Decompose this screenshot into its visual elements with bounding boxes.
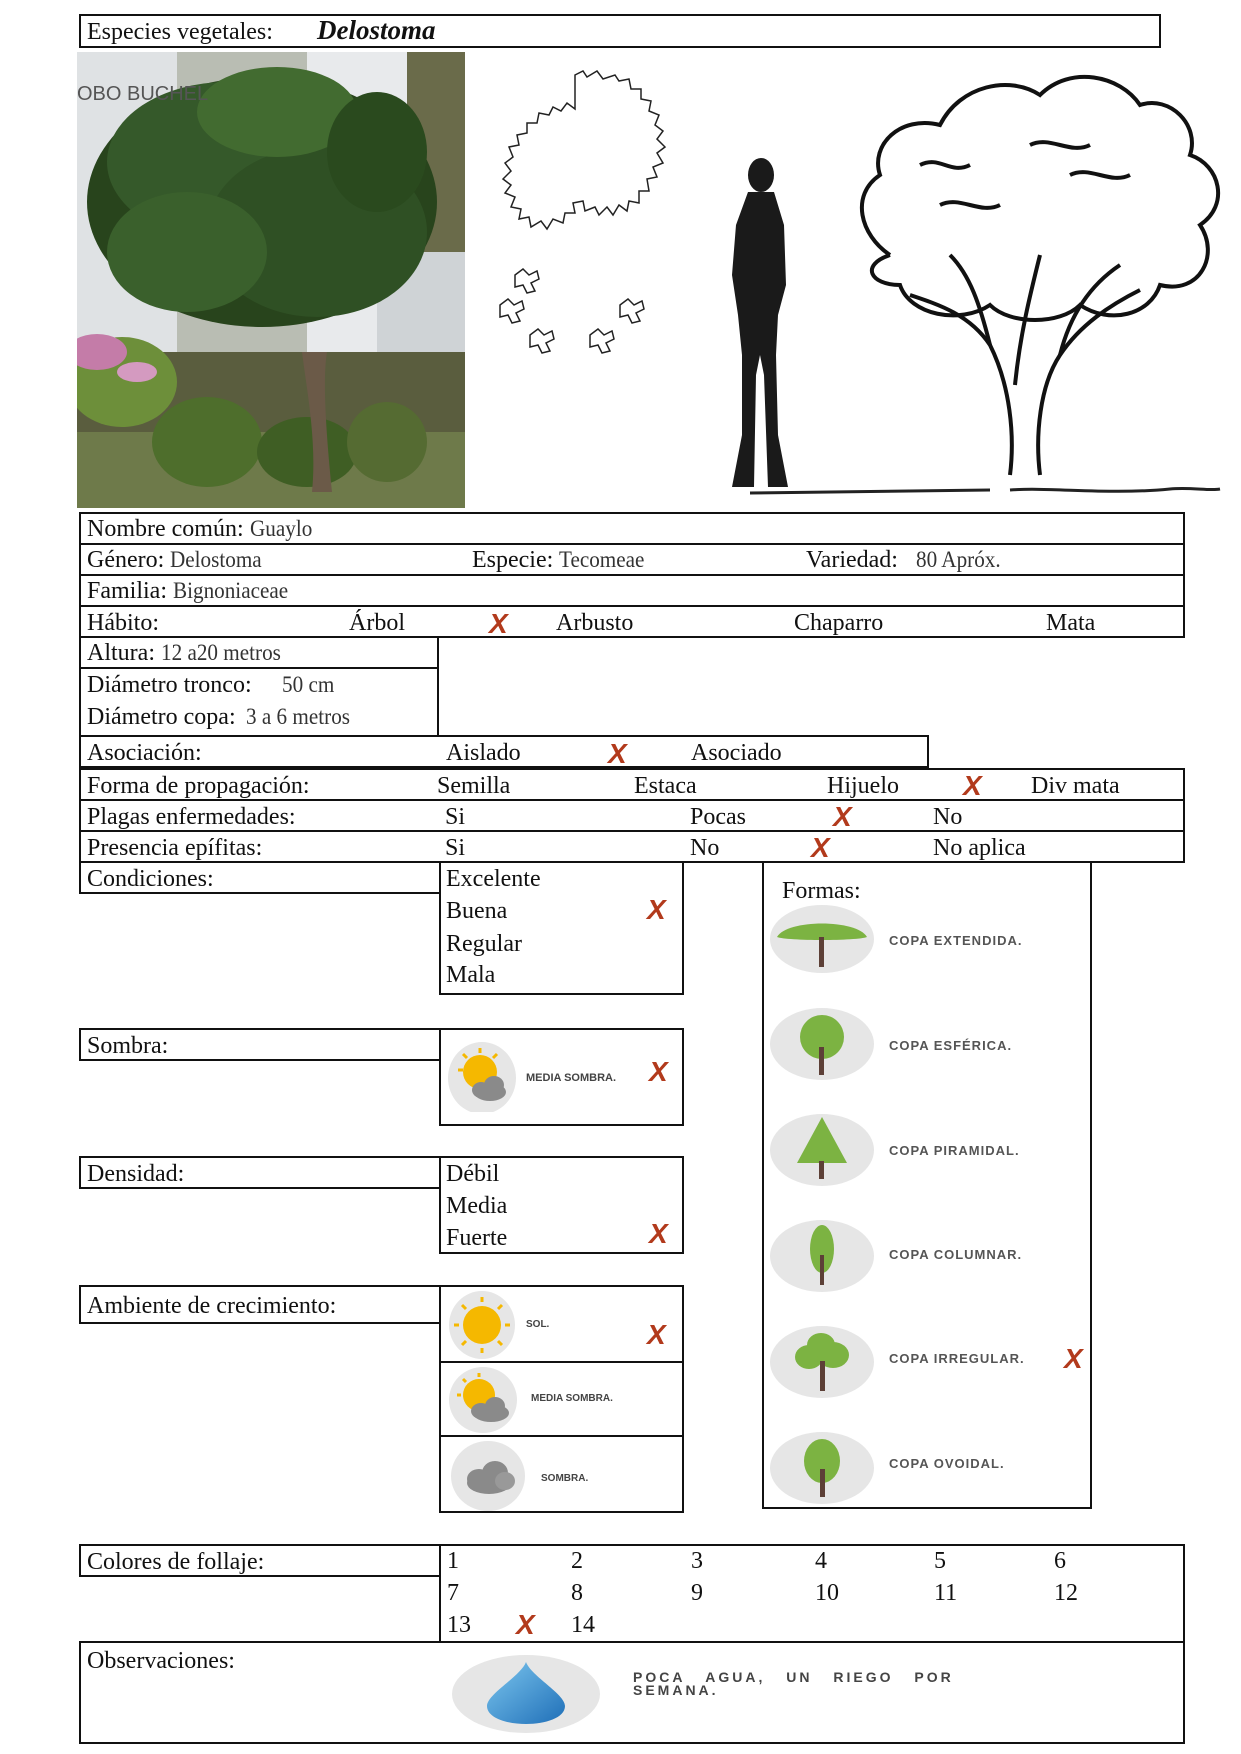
tree-sketch: [862, 77, 1218, 475]
asociacion-mark: X: [608, 738, 627, 769]
color-number[interactable]: 14: [571, 1612, 595, 1638]
diametro-tronco-label: Diámetro tronco:: [87, 672, 252, 698]
propagacion-option-hijuelo: Hijuelo: [827, 773, 899, 799]
genero-value: Delostoma: [170, 547, 262, 572]
row-familia: [79, 574, 1185, 607]
plagas-option-no: No: [933, 804, 963, 830]
human-silhouette: [732, 158, 788, 487]
forma-copa-extendida: COPA EXTENDIDA.: [889, 933, 1023, 948]
ambiente-option-sol: SOL.: [526, 1319, 550, 1330]
tree-elevation-drawing: [470, 55, 1230, 505]
densidad-label: Densidad:: [87, 1161, 185, 1187]
condiciones-option-mala: Mala: [446, 962, 496, 988]
row-plagas: [79, 799, 1185, 832]
propagacion-option-estaca: Estaca: [634, 773, 697, 799]
row-propagacion: [79, 768, 1185, 801]
densidad-mark: X: [649, 1218, 668, 1249]
forma-copa-irregular: COPA IRREGULAR.: [889, 1351, 1025, 1366]
densidad-option-media: Media: [446, 1193, 508, 1219]
epifitas-label: Presencia epífitas:: [87, 835, 263, 861]
familia-label: Familia:: [87, 578, 167, 604]
colores-label: Colores de follaje:: [87, 1549, 265, 1575]
altura-label: Altura:: [87, 640, 155, 666]
row-nombre-comun: [79, 512, 1185, 545]
spherical-crown-icon: [767, 1007, 877, 1081]
sombra-mark: X: [649, 1056, 668, 1087]
forma-copa-ovoidal: COPA OVOIDAL.: [889, 1456, 1005, 1471]
densidad-label-box: [79, 1156, 441, 1189]
familia-value: Bignoniaceae: [173, 578, 289, 603]
diametros-block: [79, 667, 439, 735]
epifitas-mark: X: [811, 832, 830, 863]
sombra-options-box: [439, 1028, 684, 1126]
color-number[interactable]: 13: [447, 1612, 471, 1638]
title-label: Especies vegetales:: [87, 19, 273, 45]
ambiente-mark: X: [647, 1319, 666, 1350]
color-number[interactable]: 10: [815, 1580, 839, 1606]
formas-mark: X: [1064, 1343, 1083, 1374]
row-altura: [79, 636, 439, 669]
condiciones-option-buena: Buena: [446, 898, 508, 924]
densidad-option-fuerte: Fuerte: [446, 1225, 508, 1251]
especie-value: Tecomeae: [559, 547, 645, 572]
condiciones-options-box: [439, 861, 684, 995]
forma-copa-esferica: COPA ESFÉRICA.: [889, 1038, 1013, 1053]
row-habito: [79, 605, 1185, 638]
ambiente-label-box: [79, 1285, 441, 1324]
forma-copa-columnar: COPA COLUMNAR.: [889, 1247, 1023, 1262]
sombra-label-box: [79, 1028, 441, 1061]
habito-label: Hábito:: [87, 610, 159, 636]
color-number[interactable]: 1: [447, 1548, 459, 1574]
color-number[interactable]: 7: [447, 1580, 459, 1606]
ambiente-option-media-sombra: MEDIA SOMBRA.: [531, 1393, 613, 1404]
propagacion-option-semilla: Semilla: [437, 773, 511, 799]
asociacion-option-asociado: Asociado: [691, 740, 782, 766]
color-number[interactable]: 5: [934, 1548, 946, 1574]
condiciones-label: Condiciones:: [87, 866, 214, 892]
observaciones-text: POCA AGUA, UN RIEGO POR SEMANA.: [633, 1669, 954, 1698]
habito-option-chaparro: Chaparro: [794, 610, 884, 636]
variedad-value: 80 Apróx.: [915, 547, 1001, 572]
colores-label-box: [79, 1544, 441, 1577]
condiciones-mark: X: [647, 894, 666, 925]
colores-mark: X: [516, 1609, 535, 1640]
forma-copa-piramidal: COPA PIRAMIDAL.: [889, 1143, 1020, 1158]
ovoid-crown-icon: [767, 1431, 877, 1505]
partial-shade-icon: [448, 1040, 516, 1112]
ambiente-option-media-sombra-box: [439, 1361, 684, 1437]
sombra-label: Sombra:: [87, 1033, 169, 1059]
variedad-label: Variedad:: [806, 547, 898, 573]
nombre-comun-value: Guaylo: [249, 516, 312, 541]
spreading-crown-icon: [767, 901, 877, 975]
cloud-icon: [451, 1441, 525, 1511]
colores-grid: [439, 1544, 1185, 1643]
photo-building-text: OBO BUCHEL: [77, 83, 209, 105]
especie-label: Especie:: [472, 547, 554, 573]
habito-option-mata: Mata: [1046, 610, 1096, 636]
irregular-crown-icon: [767, 1325, 877, 1399]
color-number[interactable]: 3: [691, 1548, 703, 1574]
condiciones-label-box: [79, 861, 441, 894]
formas-label: Formas:: [782, 878, 861, 904]
water-drop-icon: [451, 1654, 601, 1734]
color-number[interactable]: 8: [571, 1580, 583, 1606]
habito-mark: X: [489, 608, 508, 639]
condiciones-option-excelente: Excelente: [446, 866, 541, 892]
columnar-crown-icon: [767, 1219, 877, 1293]
epifitas-option-no: No: [690, 835, 720, 861]
tree-photo: [77, 52, 465, 508]
species-name: Delostoma: [317, 15, 436, 45]
epifitas-option-no-aplica: No aplica: [933, 835, 1026, 861]
color-number[interactable]: 11: [934, 1580, 958, 1606]
color-number[interactable]: 6: [1054, 1548, 1066, 1574]
nombre-comun-label: Nombre común:: [87, 516, 244, 542]
asociacion-option-aislado: Aislado: [446, 740, 521, 766]
altura-value: 12 a20 metros: [160, 640, 281, 665]
densidad-options-box: [439, 1156, 684, 1254]
crown-plan-outline: [500, 71, 665, 353]
plagas-mark: X: [833, 801, 852, 832]
plagas-label: Plagas enfermedades:: [87, 804, 296, 830]
propagacion-option-div-mata: Div mata: [1031, 773, 1120, 799]
asociacion-label: Asociación:: [87, 740, 202, 766]
epifitas-option-si: Si: [445, 835, 466, 861]
plagas-option-si: Si: [445, 804, 466, 830]
observaciones-label: Observaciones:: [87, 1648, 235, 1674]
color-number[interactable]: 12: [1054, 1580, 1078, 1606]
ambiente-option-sol-box: [439, 1285, 684, 1363]
photo-image: [77, 52, 465, 508]
color-number[interactable]: 4: [815, 1548, 827, 1574]
propagacion-label: Forma de propagación:: [87, 773, 310, 799]
partial-shade-icon: [449, 1367, 517, 1433]
diametro-tronco-value: 50 cm: [281, 672, 334, 697]
sun-icon: [449, 1291, 515, 1359]
ambiente-label: Ambiente de crecimiento:: [87, 1293, 337, 1319]
row-genero: [79, 543, 1185, 576]
ambiente-option-sombra: SOMBRA.: [541, 1473, 589, 1484]
habito-option-arbusto: Arbusto: [556, 610, 634, 636]
diametro-copa-value: 3 a 6 metros: [245, 704, 350, 729]
row-epifitas: [79, 830, 1185, 863]
row-asociacion: [79, 735, 929, 768]
densidad-option-debil: Débil: [446, 1161, 500, 1187]
formas-panel: [762, 861, 1092, 1509]
observaciones-box: [79, 1641, 1185, 1744]
genero-label: Género:: [87, 547, 165, 573]
pyramidal-crown-icon: [767, 1113, 877, 1187]
title-box: [79, 14, 1161, 48]
color-number[interactable]: 2: [571, 1548, 583, 1574]
ambiente-option-sombra-box: [439, 1435, 684, 1513]
condiciones-option-regular: Regular: [446, 931, 522, 957]
color-number[interactable]: 9: [691, 1580, 703, 1606]
plagas-option-pocas: Pocas: [690, 804, 746, 830]
sombra-caption: MEDIA SOMBRA.: [526, 1072, 617, 1084]
diametro-copa-label: Diámetro copa:: [87, 704, 236, 730]
propagacion-mark: X: [963, 770, 982, 801]
habito-option-arbol: Árbol: [349, 610, 405, 636]
